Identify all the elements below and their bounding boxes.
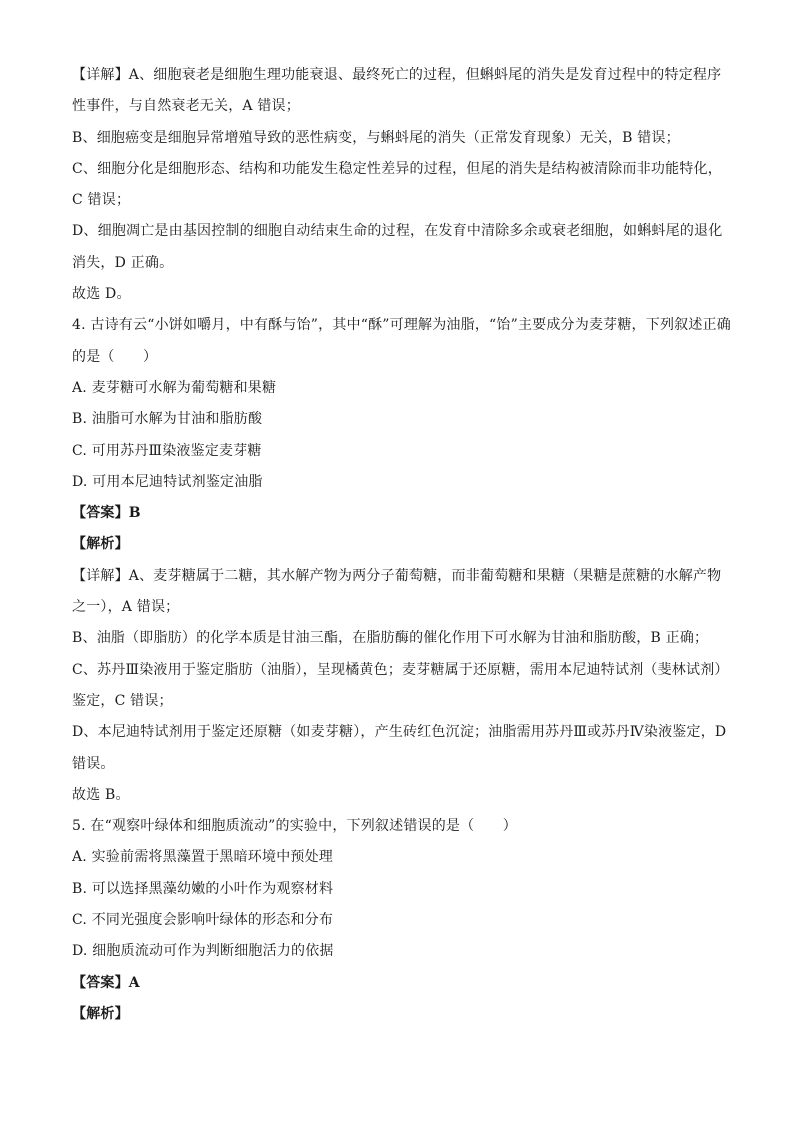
text-line: 消失，D 正确。 [72,254,174,271]
text-line: B. 油脂可水解为甘油和脂肪酸 [72,411,263,428]
text-line: 【详解】A、麦芽糖属于二糖，其水解产物为两分子葡萄糖，而非葡萄糖和果糖（果糖是蔗糖的水解产物 [72,567,722,584]
text-line: C、苏丹Ⅲ染液用于鉴定脂肪（油脂），呈现橘黄色；麦芽糖属于还原糖，需用本尼迪特试剂（斐林试剂） [72,661,729,678]
text-line: 【解析】 [72,1005,129,1022]
text-line: 之一），A 错误； [72,599,180,616]
text-line: 【答案】A [72,974,140,991]
text-line: 【答案】B [72,505,141,522]
text-line: 鉴定，C 错误； [72,692,173,709]
text-line: 故选 B。 [72,786,130,803]
text-line: C、细胞分化是细胞形态、结构和功能发生稳定性差异的过程，但尾的消失是结构被清除而非功能特化， [72,160,722,177]
text-line: D. 细胞质流动可作为判断细胞活力的依据 [72,943,334,960]
text-line: A. 实验前需将黑藻置于黑暗环境中预处理 [72,849,334,866]
text-line: 5. 在“观察叶绿体和细胞质流动”的实验中，下列叙述错误的是（ ） [72,818,517,835]
text-line: D. 可用本尼迪特试剂鉴定油脂 [72,473,263,490]
text-line: 【解析】 [72,536,129,553]
text-line: 错误。 [72,755,115,772]
text-line: B、油脂（即脂肪）的化学本质是甘油三酯，在脂肪酶的催化作用下可水解为甘油和脂肪酸，B 正确； [72,630,709,647]
text-line: 性事件，与自然衰老无关，A 错误； [72,98,300,115]
text-line: B. 可以选择黑藻幼嫩的小叶作为观察材料 [72,880,334,897]
text-line: B、细胞癌变是细胞异常增殖导致的恶性病变，与蝌蚪尾的消失（正常发育现象）无关，B 错误； [72,129,680,146]
text-line: 的是（ ） [72,348,158,365]
text-line: A. 麦芽糖可水解为葡萄糖和果糖 [72,379,277,396]
text-line: D、本尼迪特试剂用于鉴定还原糖（如麦芽糖），产生砖红色沉淀；油脂需用苏丹Ⅲ或苏丹Ⅳ染液鉴定，D [72,724,727,741]
text-line: D、细胞凋亡是由基因控制的细胞自动结束生命的过程，在发育中清除多余或衰老细胞，如蝌蚪尾的退化 [72,223,723,240]
text-line: 故选 D。 [72,286,131,303]
text-line: 4. 古诗有云“小饼如嚼月，中有酥与饴”，其中“酥”可理解为油脂，“饴”主要成分为麦芽糖，下列叙述正确 [72,317,731,334]
text-line: C. 可用苏丹Ⅲ染液鉴定麦芽糖 [72,442,262,459]
text-line: C. 不同光强度会影响叶绿体的形态和分布 [72,912,334,929]
text-line: 【详解】A、细胞衰老是细胞生理功能衰退、最终死亡的过程，但蝌蚪尾的消失是发育过程中的特定程序 [72,67,722,83]
text-line: C 错误； [72,192,131,209]
